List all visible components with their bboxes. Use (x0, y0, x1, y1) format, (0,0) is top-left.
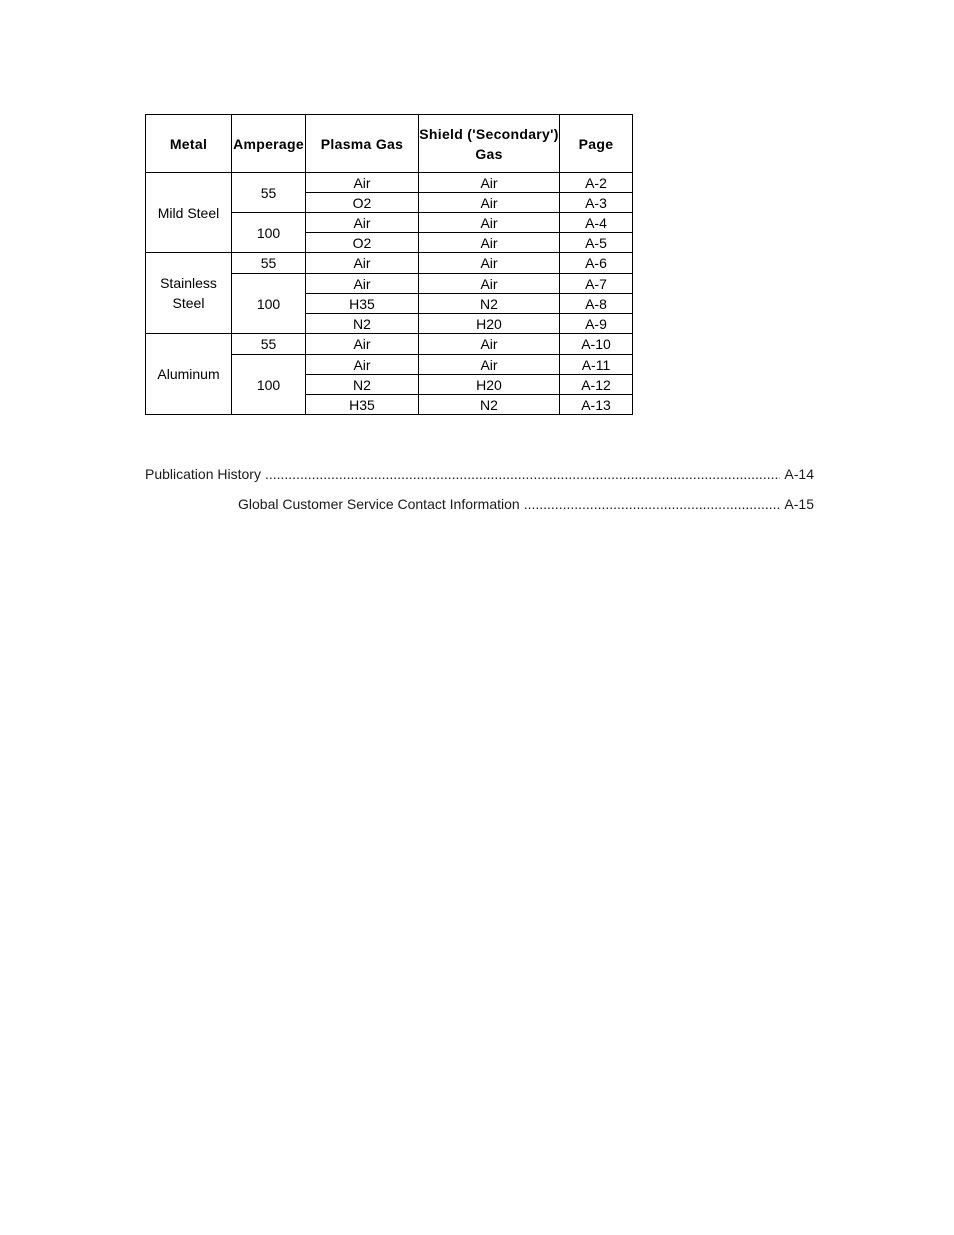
cell-page[interactable]: A-7 (560, 274, 633, 294)
cell-shield-gas: N2 (419, 294, 560, 314)
toc-page-number: A-14 (784, 466, 814, 482)
cell-plasma-gas: Air (306, 213, 419, 233)
cell-page[interactable]: A-5 (560, 233, 633, 253)
cell-page[interactable]: A-6 (560, 253, 633, 274)
cell-page[interactable]: A-4 (560, 213, 633, 233)
process-index-table (145, 114, 633, 415)
table-row (146, 173, 633, 193)
cell-plasma-gas: N2 (306, 375, 419, 395)
cell-plasma-gas: Air (306, 274, 419, 294)
cell-metal: Aluminum (146, 334, 232, 415)
cell-shield-gas: Air (419, 213, 560, 233)
table-header-row (146, 115, 633, 173)
cell-shield-gas: Air (419, 253, 560, 274)
dot-leader (265, 466, 780, 482)
cell-amperage: 55 (232, 334, 306, 355)
cell-metal: Stainless Steel (146, 253, 232, 334)
header-amperage: Amperage (232, 115, 306, 173)
header-plasma-gas: Plasma Gas (306, 115, 419, 173)
cell-plasma-gas: Air (306, 355, 419, 375)
table-body (146, 173, 633, 415)
cell-shield-gas: Air (419, 233, 560, 253)
toc-page-number: A-15 (784, 496, 814, 512)
cell-page[interactable]: A-13 (560, 395, 633, 415)
cell-plasma-gas: N2 (306, 314, 419, 334)
cell-page[interactable]: A-2 (560, 173, 633, 193)
cell-plasma-gas: Air (306, 173, 419, 193)
cell-page[interactable]: A-10 (560, 334, 633, 355)
toc-label: Publication History (145, 466, 261, 482)
header-page: Page (560, 115, 633, 173)
toc-label: Global Customer Service Contact Information (238, 496, 520, 512)
cell-shield-gas: H20 (419, 314, 560, 334)
table-row (146, 334, 633, 355)
header-metal: Metal (146, 115, 232, 173)
cell-shield-gas: Air (419, 193, 560, 213)
cell-shield-gas: Air (419, 274, 560, 294)
cell-shield-gas: N2 (419, 395, 560, 415)
dot-leader (524, 496, 781, 512)
cell-amperage: 100 (232, 274, 306, 334)
cell-plasma-gas: O2 (306, 193, 419, 213)
cell-amperage: 100 (232, 213, 306, 253)
cell-page[interactable]: A-3 (560, 193, 633, 213)
cell-shield-gas: Air (419, 355, 560, 375)
cell-shield-gas: H20 (419, 375, 560, 395)
cell-page[interactable]: A-9 (560, 314, 633, 334)
header-shield-gas: Shield ('Secondary') Gas (419, 115, 560, 173)
cell-shield-gas: Air (419, 173, 560, 193)
cell-amperage: 100 (232, 355, 306, 415)
cell-page[interactable]: A-8 (560, 294, 633, 314)
cell-page[interactable]: A-11 (560, 355, 633, 375)
cell-plasma-gas: Air (306, 334, 419, 355)
toc-entry-global-customer-service[interactable] (238, 496, 814, 512)
cell-metal: Mild Steel (146, 173, 232, 253)
table-row (146, 253, 633, 274)
cell-plasma-gas: H35 (306, 294, 419, 314)
cell-plasma-gas: O2 (306, 233, 419, 253)
cell-amperage: 55 (232, 253, 306, 274)
cell-amperage: 55 (232, 173, 306, 213)
cell-plasma-gas: H35 (306, 395, 419, 415)
cell-shield-gas: Air (419, 334, 560, 355)
table-header (146, 115, 633, 173)
toc-entry-publication-history[interactable] (145, 466, 814, 482)
cell-plasma-gas: Air (306, 253, 419, 274)
cell-page[interactable]: A-12 (560, 375, 633, 395)
